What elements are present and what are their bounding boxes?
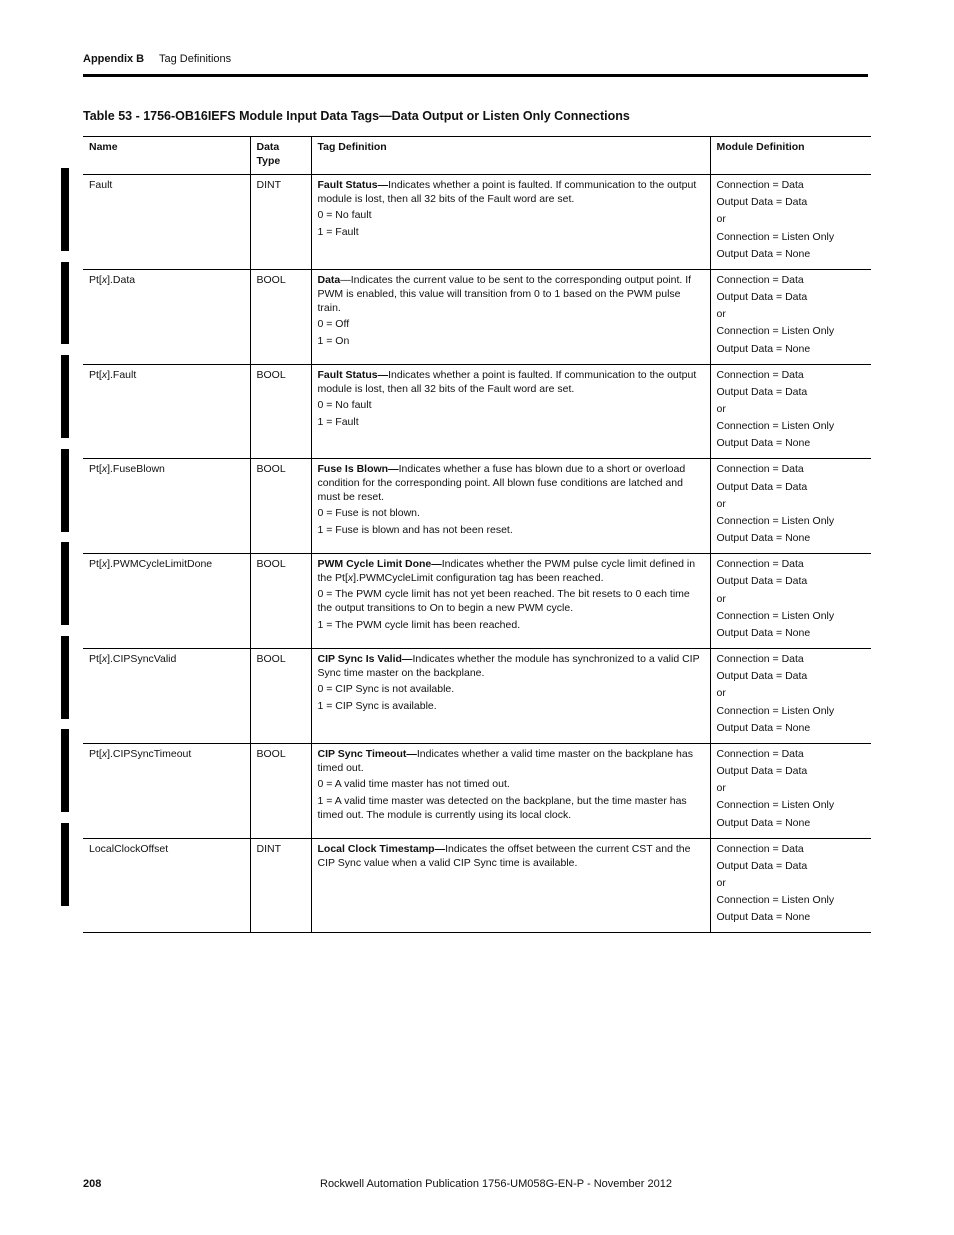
data-type-cell: BOOL <box>250 459 311 554</box>
module-definition-cell <box>710 648 871 743</box>
change-bar <box>61 823 69 906</box>
module-definition-cell <box>710 838 871 933</box>
module-definition-cell <box>710 175 871 270</box>
tag-definition-cell <box>311 743 710 838</box>
module-definition-line: Connection = Listen Only <box>716 704 835 717</box>
definition-text <box>318 652 704 680</box>
tag-name-cell: Pt[x].Data <box>83 269 250 364</box>
data-type-cell: DINT <box>250 175 311 270</box>
table-row <box>83 838 871 933</box>
definition-description: Indicates whether a fuse has blown due to a short or overload condition for the corresponding point. All blown fuse conditions are latched and must be reset. <box>317 463 686 504</box>
table-row <box>83 364 871 459</box>
data-type-cell: BOOL <box>250 269 311 364</box>
value-definition: 0 = Off <box>317 317 350 330</box>
module-definition-cell <box>710 364 871 459</box>
definition-term: Fuse Is Blown— <box>317 463 399 476</box>
column-header-tag-definition: Tag Definition <box>311 137 710 175</box>
definition-term: Local Clock Timestamp— <box>317 842 446 855</box>
module-definition-line: Output Data = Data <box>716 575 808 588</box>
definition-description: Indicates whether a point is faulted. If communication to the output module is lost, then all 32 bits of the Fault word are set. <box>317 179 697 205</box>
module-definition-line: or <box>716 687 726 700</box>
definition-text <box>318 842 704 870</box>
definition-term: PWM Cycle Limit Done— <box>317 558 442 571</box>
data-type-cell: BOOL <box>250 364 311 459</box>
value-definition: 0 = Fuse is not blown. <box>317 507 420 520</box>
tag-name-cell: Pt[x].CIPSyncValid <box>83 648 250 743</box>
module-definition-line: or <box>716 592 726 605</box>
column-header-module-definition: Module Definition <box>710 137 871 175</box>
table-row <box>83 175 871 270</box>
tag-name-cell: Pt[x].FuseBlown <box>83 459 250 554</box>
tag-definition-cell <box>311 364 710 459</box>
module-definition-line: Output Data = None <box>716 247 811 260</box>
definition-description: Indicates whether a valid time master on the backplane has timed out. <box>317 747 693 774</box>
module-definition-line: Connection = Data <box>716 463 804 476</box>
module-definition-line: Connection = Data <box>716 842 804 855</box>
value-definition: 0 = The PWM cycle limit has not yet been reached. The bit resets to 0 each time the output transitions to On to begin a new PWM cycle. <box>317 588 690 615</box>
change-bar <box>61 449 69 532</box>
module-definition-line: Connection = Listen Only <box>716 799 835 812</box>
module-definition-line: or <box>716 782 726 795</box>
definition-description: Indicates the offset between the current CST and the CIP Sync value when a valid CIP Sync time is available. <box>317 842 691 869</box>
tag-name-cell: Pt[x].Fault <box>83 364 250 459</box>
change-bar <box>61 355 69 438</box>
module-definition-line: Output Data = None <box>716 911 811 924</box>
column-header-data-type: Data Type <box>250 137 311 175</box>
module-definition-cell <box>710 459 871 554</box>
value-definition: 0 = CIP Sync is not available. <box>317 682 455 695</box>
change-bar <box>61 168 69 251</box>
module-definition-line: Connection = Data <box>716 179 804 191</box>
value-definition: 0 = A valid time master has not timed out. <box>317 777 510 790</box>
definition-term: Fault Status— <box>317 179 389 191</box>
value-definition: 1 = Fault <box>317 226 359 238</box>
tag-name-cell: LocalClockOffset <box>83 838 250 933</box>
table-header-row <box>83 137 871 175</box>
table-row <box>83 648 871 743</box>
change-bar <box>61 542 69 625</box>
data-type-cell: BOOL <box>250 554 311 649</box>
change-bar <box>61 636 69 719</box>
module-definition-cell <box>710 743 871 838</box>
running-header <box>83 53 232 65</box>
tag-definition-cell <box>311 269 710 364</box>
value-definition: 0 = No fault <box>317 209 372 221</box>
value-definition: 1 = The PWM cycle limit has been reached. <box>317 619 521 632</box>
definition-description: Indicates whether the module has synchronized to a valid CIP Sync time master on the backplane. <box>317 652 700 679</box>
definition-text <box>318 557 704 585</box>
definition-description: —Indicates the current value to be sent to the corresponding output point. If PWM is enabled, this value will transition from 0 to 1 based on the PWM pulse train. <box>317 273 692 314</box>
module-definition-cell <box>710 269 871 364</box>
data-type-cell: BOOL <box>250 648 311 743</box>
value-definition: 1 = On <box>317 334 350 347</box>
definition-description: Indicates whether a point is faulted. If communication to the output module is lost, then all 32 bits of the Fault word are set. <box>317 368 697 395</box>
value-definition: 1 = CIP Sync is available. <box>317 699 437 712</box>
module-definition-line: Connection = Listen Only <box>716 325 835 338</box>
definition-term: Fault Status— <box>317 368 389 381</box>
tag-name-cell: Fault <box>83 175 250 270</box>
header-rule <box>83 74 868 77</box>
module-definition-line: Output Data = Data <box>716 859 808 872</box>
module-definition-line: Output Data = None <box>716 626 811 639</box>
module-definition-line: or <box>716 497 726 510</box>
module-definition-line: Connection = Data <box>716 652 804 665</box>
definition-description: Indicates whether the PWM pulse cycle limit defined in the Pt[x].PWMCycleLimit configuration tag has been reached. <box>317 558 696 585</box>
module-definition-line: Connection = Data <box>716 747 804 760</box>
page-number: 208 <box>83 1178 102 1190</box>
table-row <box>83 269 871 364</box>
module-definition-line: Output Data = Data <box>716 764 808 777</box>
section-label: Tag Definitions <box>159 53 232 65</box>
module-definition-line: Output Data = None <box>716 342 811 355</box>
module-definition-line: Connection = Listen Only <box>716 230 835 243</box>
module-definition-line: Output Data = None <box>716 532 811 545</box>
value-definition: 1 = Fuse is blown and has not been reset. <box>317 524 513 537</box>
change-bar <box>61 262 69 344</box>
module-definition-line: Connection = Listen Only <box>716 609 835 622</box>
module-definition-line: Output Data = Data <box>716 670 808 683</box>
module-definition-line: Output Data = Data <box>716 385 808 398</box>
tag-definition-cell <box>311 175 710 270</box>
data-type-cell: DINT <box>250 838 311 933</box>
module-definition-line: Connection = Data <box>716 273 804 286</box>
module-definition-line: Connection = Data <box>716 558 804 571</box>
definition-text <box>318 747 704 775</box>
tag-table <box>83 136 871 933</box>
module-definition-line: Connection = Data <box>716 368 804 381</box>
appendix-label: Appendix B <box>83 53 145 65</box>
publication-info: Rockwell Automation Publication 1756-UM058G-EN-P - November 2012 <box>320 1178 672 1190</box>
module-definition-line: Output Data = Data <box>716 290 808 303</box>
value-definition: 0 = No fault <box>317 398 372 411</box>
module-definition-line: Output Data = Data <box>716 196 808 209</box>
module-definition-line: Connection = Listen Only <box>716 420 835 433</box>
value-definition: 1 = Fault <box>317 415 359 428</box>
table-row <box>83 743 871 838</box>
table-row <box>83 554 871 649</box>
tag-name-cell: Pt[x].PWMCycleLimitDone <box>83 554 250 649</box>
module-definition-line: Output Data = Data <box>716 480 808 493</box>
definition-text <box>318 178 704 206</box>
module-definition-line: Output Data = None <box>716 721 811 734</box>
tag-name-cell: Pt[x].CIPSyncTimeout <box>83 743 250 838</box>
tag-definition-cell <box>311 554 710 649</box>
module-definition-line: or <box>716 876 726 889</box>
definition-text <box>318 273 704 315</box>
tag-definition-cell <box>311 648 710 743</box>
definition-term: Data <box>317 273 341 286</box>
module-definition-line: or <box>716 213 726 226</box>
module-definition-line: Connection = Listen Only <box>716 894 835 907</box>
value-definition: 1 = A valid time master was detected on the backplane, but the time master has timed out. The module is currently using its local clock. <box>317 794 687 821</box>
tag-definition-cell <box>311 838 710 933</box>
module-definition-cell <box>710 554 871 649</box>
module-definition-line: Connection = Listen Only <box>716 514 835 527</box>
module-definition-line: Output Data = None <box>716 437 811 450</box>
definition-term: CIP Sync Is Valid— <box>317 652 413 665</box>
definition-text <box>318 368 704 396</box>
table-row <box>83 459 871 554</box>
module-definition-line: Output Data = None <box>716 816 811 829</box>
tag-definition-cell <box>311 459 710 554</box>
module-definition-line: or <box>716 308 726 321</box>
table-title: Table 53 - 1756-OB16IEFS Module Input Data Tags—Data Output or Listen Only Connections <box>83 109 630 123</box>
definition-term: CIP Sync Timeout— <box>317 747 417 760</box>
definition-text <box>318 462 704 504</box>
column-header-name: Name <box>83 137 250 175</box>
change-bar <box>61 729 69 812</box>
data-type-cell: BOOL <box>250 743 311 838</box>
module-definition-line: or <box>716 402 726 415</box>
